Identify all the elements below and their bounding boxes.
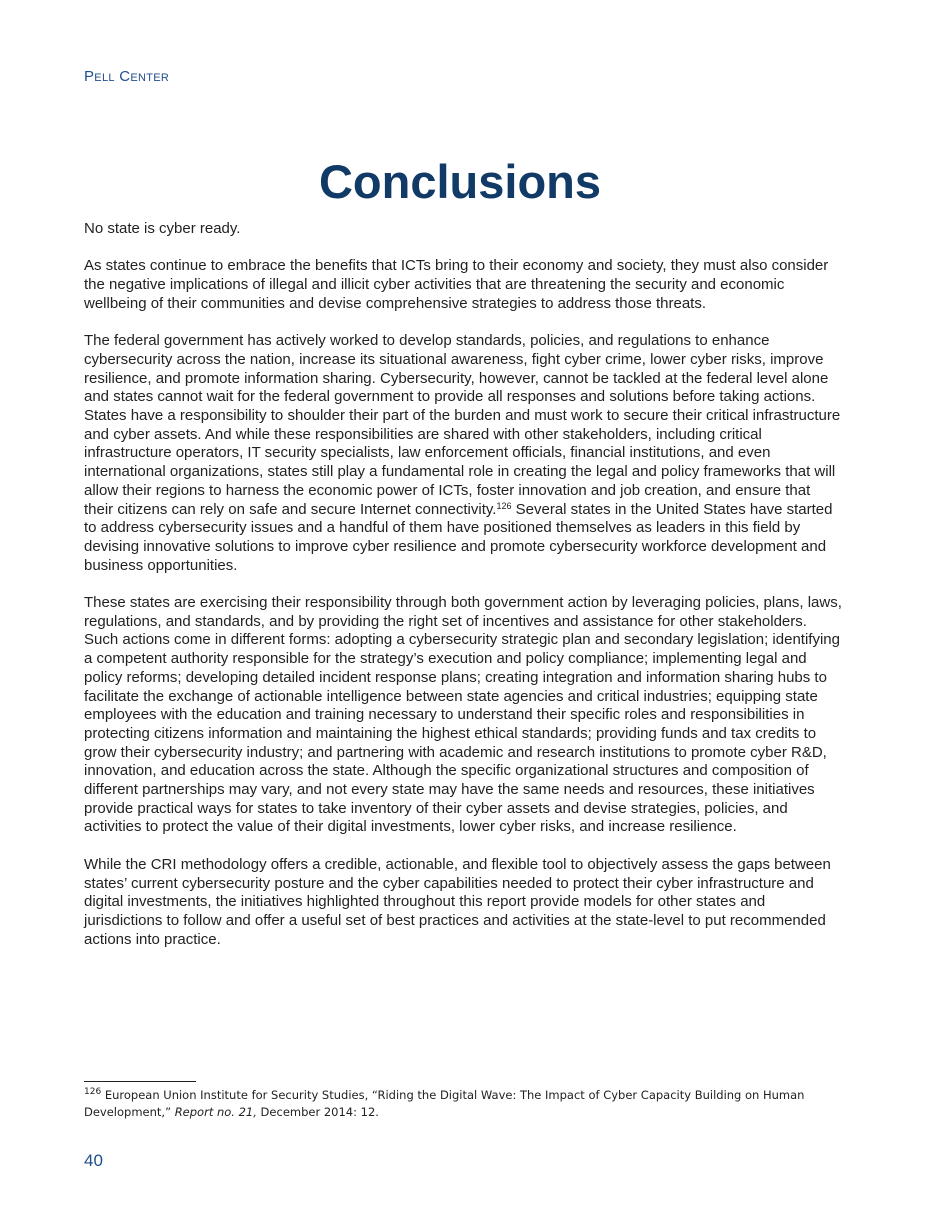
- running-head: Pell Center: [84, 68, 170, 85]
- footnote-reference[interactable]: 126: [496, 500, 512, 511]
- paragraph-4: These states are exercising their responsibility through both government action by leveraging policies, plans, laws, regulations, and standards, and by providing the right set of incentives and assistance for other stakeholders. Such actions come in different forms: adopting a cybersecurity strategic plan and secondary legislation; identifying a competent authority responsible for the strategy’s execution and policy compliance; implementing legal and policy reforms; developing detailed incident response plans; creating integration and information sharing hubs to facilitate the exchange of actionable intelligence between state agencies and critical industries; equipping state employees with the education and training necessary to understand their specific roles and responsibilities in protecting citizens information and maintaining the highest ethical standards; providing funds and tax credits to grow their cybersecurity industry; and partnering with academic and research institutions to promote cyber R&D, innovation, and education across the state. Although the specific organizational structures and composition of different partnerships may vary, and not every state may have the same needs and resources, these initiatives provide practical ways for states to take inventory of their cyber assets and devise strategies, policies, and activities to protect the value of their digital investments, lower cyber risks, and increase resilience.: [84, 594, 842, 836]
- footnote-report-title: Report no. 21,: [174, 1105, 257, 1119]
- paragraph-intro: No state is cyber ready.: [84, 220, 241, 237]
- footnote: [84, 1087, 824, 1121]
- body-text: [84, 220, 842, 968]
- footnote-number: 126: [84, 1087, 102, 1097]
- paragraph-5: While the CRI methodology offers a credible, actionable, and flexible tool to objectively assess the gaps between states’ current cybersecurity posture and the cyber capabilities needed to protect their cyber infrastructure and digital investments, the initiatives highlighted throughout this report provide models for other states and jurisdictions to follow and offer a useful set of best practices and activities at the state-level to put recommended actions into practice.: [84, 855, 831, 948]
- page-number: 40: [84, 1151, 103, 1170]
- paragraph-3-text-a: The federal government has actively worked to develop standards, policies, and regulations to enhance cybersecurity across the nation, increase its situational awareness, fight cyber crime, lower cyber risks, improve resilience, and promote information sharing. Cybersecurity, however, cannot be tackled at the federal level alone and states cannot wait for the federal government to provide all responses and solutions before taking actions. States have a responsibility to shoulder their part of the burden and must work to secure their critical infrastructure and cyber assets. And while these responsibilities are shared with other stakeholders, including critical infrastructure operators, IT security specialists, law enforcement officials, financial institutions, and even international organizations, states still play a fundamental role in creating the legal and policy frameworks that will allow their regions to harness the economic power of ICTs, foster innovation and job creation, and ensure that their citizens can rely on safe and secure Internet connectivity.: [84, 332, 841, 518]
- footnote-text-a: European Union Institute for Security Studies, “Riding the Digital Wave: The Impact of Cyber Capacity Building on Human Development,”: [84, 1088, 805, 1119]
- paragraph-3: [84, 332, 842, 575]
- paragraph-2: As states continue to embrace the benefits that ICTs bring to their economy and society, they must also consider the negative implications of illegal and illicit cyber activities that are threatening the security and economic wellbeing of their communities and devise comprehensive strategies to address those threats.: [84, 257, 829, 312]
- page-title: Conclusions: [318, 155, 602, 208]
- footnote-text-b: December 2014: 12.: [256, 1105, 379, 1119]
- paragraph-3-text-b: Several states in the United States have started to address cybersecurity issues and a handful of them have positioned themselves as leaders in this field by devising innovative solutions to improve cyber resilience and promote cybersecurity workforce development and business opportunities.: [84, 500, 833, 574]
- footnote-divider: [84, 1081, 196, 1082]
